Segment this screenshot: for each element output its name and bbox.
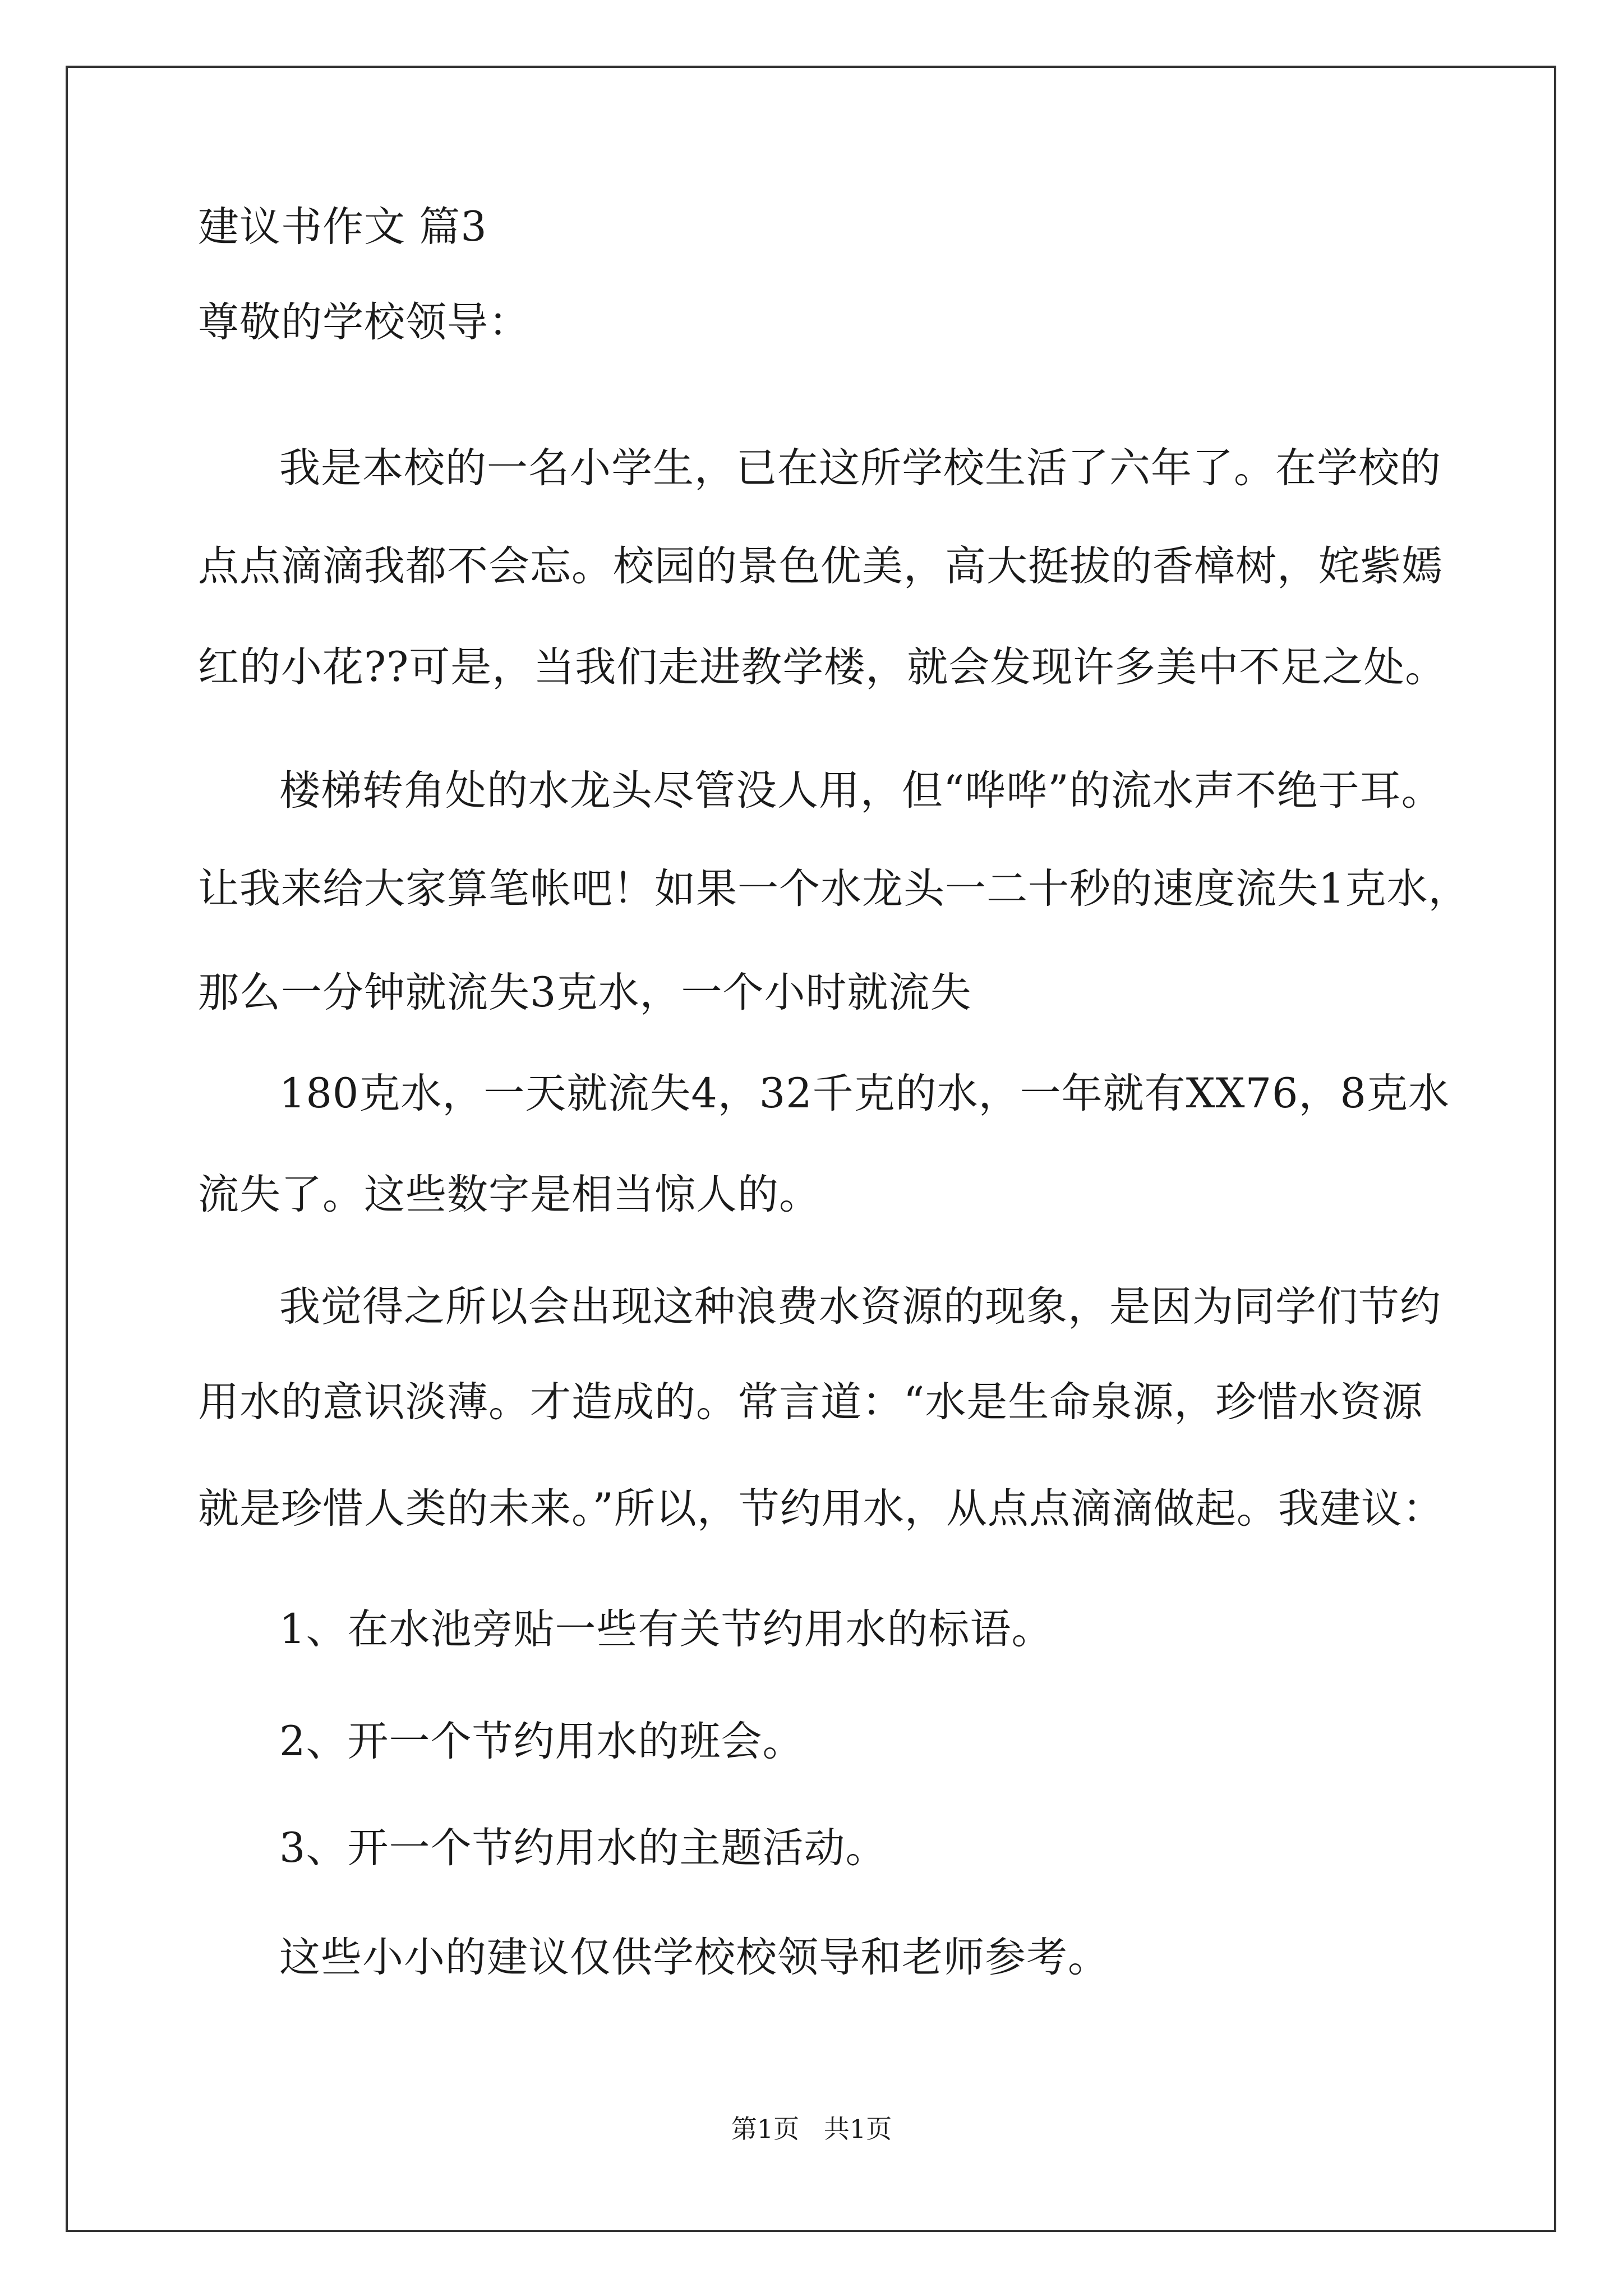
suggestion-item: 3、开一个节约用水的主题活动。 — [279, 1824, 887, 1872]
page-border — [66, 66, 1556, 2232]
body-line: 红的小花??可是，当我们走进教学楼，就会发现许多美中不足之处。 — [198, 643, 1447, 691]
page-indicator: 第1页 共1页 — [731, 2114, 892, 2144]
body-line: 用水的意识淡薄。才造成的。常言道：“水是生命泉源，珍惜水资源 — [198, 1378, 1423, 1426]
body-line: 流失了。这些数字是相当惊人的。 — [198, 1171, 820, 1218]
body-line: 让我来给大家算笔帐吧！如果一个水龙头一二十秒的速度流失1克水， — [198, 865, 1470, 913]
body-line: 我觉得之所以会出现这种浪费水资源的现象，是因为同学们节约 — [279, 1283, 1441, 1331]
document-title: 建议书作文 篇3 — [198, 203, 487, 251]
body-line: 楼梯转角处的水龙头尽管没人用，但“哗哗”的流水声不绝于耳。 — [279, 767, 1443, 815]
suggestion-item: 1、在水池旁贴一些有关节约用水的标语。 — [279, 1605, 1053, 1653]
closing-line: 这些小小的建议仅供学校校领导和老师参考。 — [279, 1934, 1109, 1981]
body-line: 180克水，一天就流失4，32千克的水，一年就有XX76，8克水 — [279, 1070, 1450, 1117]
suggestion-item: 2、开一个节约用水的班会。 — [279, 1718, 804, 1765]
body-line: 我是本校的一名小学生，已在这所学校生活了六年了。在学校的 — [279, 444, 1441, 492]
body-line: 那么一分钟就流失3克水，一个小时就流失 — [198, 969, 972, 1016]
body-line: 就是珍惜人类的未来。”所以，节约用水，从点点滴滴做起。我建议： — [198, 1485, 1444, 1533]
salutation: 尊敬的学校领导： — [198, 298, 530, 346]
body-line: 点点滴滴我都不会忘。校园的景色优美，高大挺拔的香樟树，姹紫嫣 — [198, 542, 1443, 590]
